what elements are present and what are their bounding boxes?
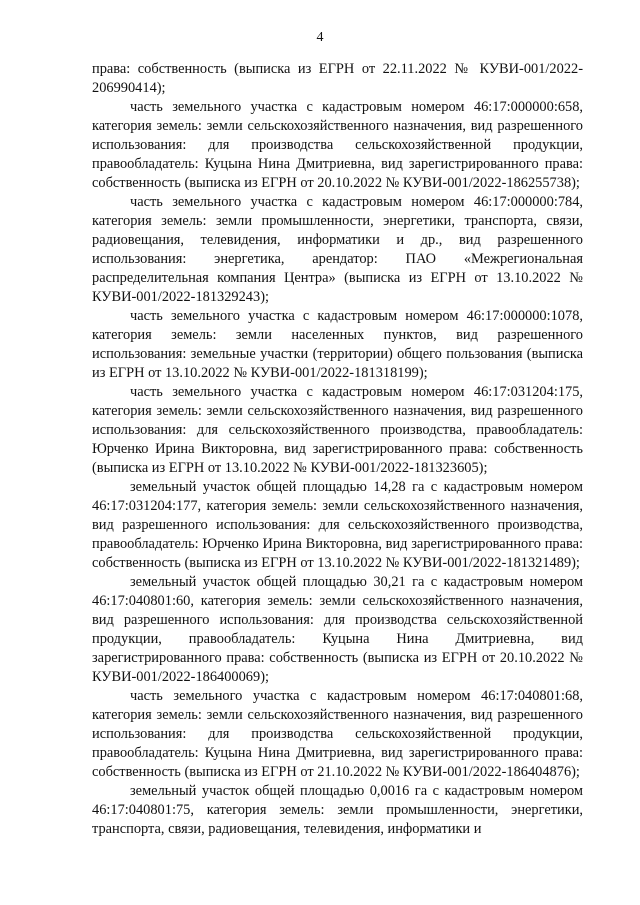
- paragraph-parcel-040801-60: земельный участок общей площадью 30,21 га с кадастровым номером 46:17:040801:60, категория земель: земли сельскохозяйственного назначения, вид разрешенного использования: для производства сельскохозяйственной продукции, правообладатель: Куцына Нина Дмитриевна, вид зарегистрированного права: собственность (выписка из ЕГРН от 20.10.2022 № КУВИ-001/2022-186400069);: [92, 574, 583, 685]
- paragraph-parcel-000000-658: часть земельного участка с кадастровым номером 46:17:000000:658, категория земель: земли сельскохозяйственного назначения, вид разрешенного использования: для производства сельскохозяйственной продукции, правообладатель: Куцына Нина Дмитриевна, вид зарегистрированного права: собственность (выписка из ЕГРН от 20.10.2022 № КУВИ-001/2022-186255738);: [92, 99, 583, 191]
- paragraph-continuation: права: собственность (выписка из ЕГРН от 22.11.2022 № КУВИ-001/2022-206990414);: [92, 61, 583, 96]
- paragraph-parcel-040801-68: часть земельного участка с кадастровым номером 46:17:040801:68, категория земель: земли сельскохозяйственного назначения, вид разрешенного использования: для производства сельскохозяйственной продукции, правообладатель: Куцына Нина Дмитриевна, вид зарегистрированного права: собственность (выписка из ЕГРН от 21.10.2022 № КУВИ-001/2022-186404876);: [92, 688, 583, 780]
- paragraph-parcel-000000-1078: часть земельного участка с кадастровым номером 46:17:000000:1078, категория земель: земли населенных пунктов, вид разрешенного использования: земельные участки (территории) общего пользования (выписка из ЕГРН от 13.10.2022 № КУВИ-001/2022-181318199);: [92, 308, 583, 381]
- document-body: [92, 60, 583, 839]
- paragraph-parcel-031204-175: часть земельного участка с кадастровым номером 46:17:031204:175, категория земель: земли сельскохозяйственного назначения, вид разрешенного использования: для сельскохозяйственного производства, правообладатель: Юрченко Ирина Викторовна, вид зарегистрированного права: собственность (выписка из ЕГРН от 13.10.2022 № КУВИ-001/2022-181323605);: [92, 384, 583, 476]
- paragraph-parcel-040801-75: земельный участок общей площадью 0,0016 га с кадастровым номером 46:17:040801:75, категория земель: земли промышленности, энергетики, транспорта, связи, радиовещания, телевидения, информатики и: [92, 783, 583, 837]
- paragraph-parcel-031204-177: земельный участок общей площадью 14,28 га с кадастровым номером 46:17:031204:177, категория земель: земли сельскохозяйственного назначения, вид разрешенного использования: для сельскохозяйственного производства, правообладатель: Юрченко Ирина Викторовна, вид зарегистрированного права: собственность (выписка из ЕГРН от 13.10.2022 № КУВИ-001/2022-181321489);: [92, 479, 583, 571]
- paragraph-parcel-000000-784: часть земельного участка с кадастровым номером 46:17:000000:784, категория земель: земли промышленности, энергетики, транспорта, связи, радиовещания, телевидения, информатики и др., вид разрешенного использования: энергетика, арендатор: ПАО «Межрегиональная распределительная компания Центра» (выписка из ЕГРН от 13.10.2022 № КУВИ-001/2022-181329243);: [92, 194, 583, 305]
- page-number: 4: [316, 30, 324, 45]
